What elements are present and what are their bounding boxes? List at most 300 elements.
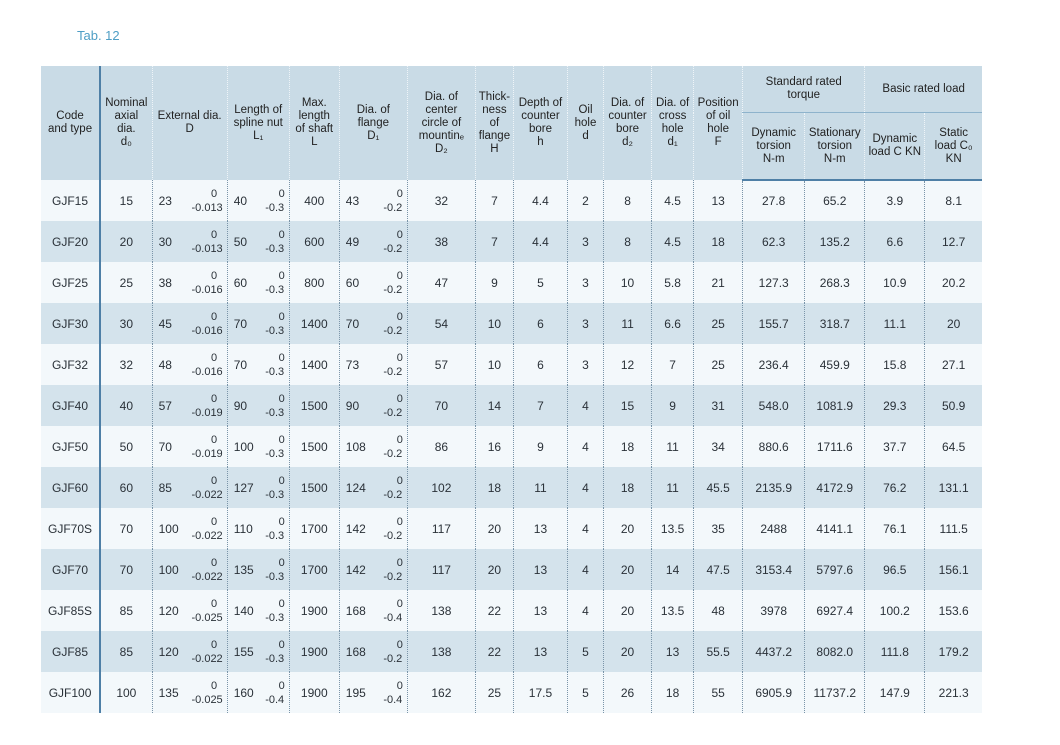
cell-max-length-shaft: 1900 [289, 590, 339, 631]
cell-nominal-axial-dia: 20 [100, 221, 152, 262]
cell-dia-center-circle: 86 [407, 426, 475, 467]
cell-code-type: GJF100 [41, 672, 100, 713]
header-standard-rated-torque: Standard rated torque [743, 66, 865, 113]
cell-dia-flange-upper-deviation: 0 [396, 556, 403, 569]
cell-length-spline-nut-upper-deviation: 0 [278, 597, 285, 610]
cell-static-load: 50.9 [925, 385, 982, 426]
cell-dia-flange-upper-deviation: 0 [396, 187, 403, 200]
cell-dynamic-load: 3.9 [865, 180, 925, 221]
cell-dia-counter-bore: 20 [604, 508, 652, 549]
cell-external-dia-upper-deviation: 0 [211, 433, 218, 446]
cell-dia-cross-hole: 4.5 [652, 180, 694, 221]
cell-dynamic-torsion: 880.6 [743, 426, 805, 467]
cell-dia-flange-nominal: 43 [345, 193, 360, 208]
cell-static-load: 153.6 [925, 590, 982, 631]
table-row [41, 631, 982, 672]
cell-code-type: GJF32 [41, 344, 100, 385]
cell-oil-hole: 5 [568, 631, 604, 672]
cell-depth-counter-bore: 13 [513, 508, 567, 549]
cell-thickness-flange: 7 [475, 180, 513, 221]
cell-stationary-torsion: 268.3 [805, 262, 865, 303]
cell-depth-counter-bore: 9 [513, 426, 567, 467]
cell-length-spline-nut-nominal: 70 [233, 357, 248, 372]
cell-depth-counter-bore: 17.5 [513, 672, 567, 713]
cell-code-type: GJF15 [41, 180, 100, 221]
cell-oil-hole: 4 [568, 508, 604, 549]
cell-oil-hole: 4 [568, 426, 604, 467]
cell-stationary-torsion: 6927.4 [805, 590, 865, 631]
cell-external-dia [152, 467, 227, 508]
header-basic-rated-load: Basic rated load [865, 66, 982, 113]
cell-dia-center-circle: 102 [407, 467, 475, 508]
cell-dia-flange-nominal: 142 [345, 562, 366, 577]
cell-dia-flange-upper-deviation: 0 [396, 597, 403, 610]
table-body [41, 180, 982, 713]
cell-dia-flange-lower-deviation: -0.2 [383, 406, 403, 419]
cell-external-dia-nominal: 85 [158, 480, 172, 495]
cell-external-dia [152, 221, 227, 262]
cell-length-spline-nut-nominal: 50 [233, 234, 248, 249]
cell-dia-cross-hole: 6.6 [652, 303, 694, 344]
header-external-dia: External dia. D [152, 66, 227, 180]
cell-stationary-torsion: 318.7 [805, 303, 865, 344]
cell-dynamic-load: 111.8 [865, 631, 925, 672]
cell-dia-flange [339, 303, 407, 344]
cell-dia-center-circle: 138 [407, 590, 475, 631]
cell-oil-hole: 4 [568, 385, 604, 426]
cell-external-dia [152, 549, 227, 590]
cell-length-spline-nut-lower-deviation: -0.3 [265, 652, 285, 665]
cell-thickness-flange: 16 [475, 426, 513, 467]
cell-position-oil-hole: 55.5 [694, 631, 743, 672]
cell-length-spline-nut [227, 426, 289, 467]
cell-dia-cross-hole: 9 [652, 385, 694, 426]
cell-length-spline-nut-lower-deviation: -0.3 [265, 570, 285, 583]
cell-dynamic-torsion: 4437.2 [743, 631, 805, 672]
cell-length-spline-nut-lower-deviation: -0.3 [265, 201, 285, 214]
cell-dynamic-load: 96.5 [865, 549, 925, 590]
header-stationary-torsion: Stationary torsion N-m [805, 113, 865, 181]
cell-dia-flange-lower-deviation: -0.2 [383, 365, 403, 378]
cell-dia-cross-hole: 5.8 [652, 262, 694, 303]
cell-dia-counter-bore: 26 [604, 672, 652, 713]
cell-stationary-torsion: 1081.9 [805, 385, 865, 426]
cell-external-dia-lower-deviation: -0.025 [191, 611, 223, 624]
cell-dia-flange-upper-deviation: 0 [396, 474, 403, 487]
cell-length-spline-nut-upper-deviation: 0 [278, 310, 285, 323]
cell-static-load: 221.3 [925, 672, 982, 713]
cell-length-spline-nut-nominal: 155 [233, 644, 254, 659]
cell-external-dia-upper-deviation: 0 [211, 556, 218, 569]
cell-length-spline-nut-upper-deviation: 0 [278, 556, 285, 569]
cell-length-spline-nut-lower-deviation: -0.3 [265, 283, 285, 296]
cell-external-dia-upper-deviation: 0 [211, 515, 218, 528]
cell-dia-flange [339, 672, 407, 713]
table-row [41, 344, 982, 385]
cell-length-spline-nut-nominal: 160 [233, 685, 254, 700]
cell-oil-hole: 3 [568, 262, 604, 303]
cell-length-spline-nut [227, 180, 289, 221]
cell-external-dia-lower-deviation: -0.013 [191, 242, 223, 255]
cell-code-type: GJF40 [41, 385, 100, 426]
header-thickness-flange: Thick- ness of flange H [475, 66, 513, 180]
cell-dia-flange-nominal: 60 [345, 275, 360, 290]
cell-dia-flange-lower-deviation: -0.4 [383, 693, 403, 706]
cell-dia-cross-hole: 18 [652, 672, 694, 713]
cell-stationary-torsion: 4141.1 [805, 508, 865, 549]
cell-position-oil-hole: 25 [694, 303, 743, 344]
cell-length-spline-nut [227, 262, 289, 303]
cell-length-spline-nut-upper-deviation: 0 [278, 392, 285, 405]
cell-stationary-torsion: 8082.0 [805, 631, 865, 672]
cell-code-type: GJF85 [41, 631, 100, 672]
cell-dia-cross-hole: 7 [652, 344, 694, 385]
cell-static-load: 179.2 [925, 631, 982, 672]
cell-dynamic-load: 11.1 [865, 303, 925, 344]
cell-dia-flange-lower-deviation: -0.2 [383, 570, 403, 583]
cell-dia-flange [339, 426, 407, 467]
cell-dia-counter-bore: 8 [604, 221, 652, 262]
cell-max-length-shaft: 800 [289, 262, 339, 303]
cell-external-dia-lower-deviation: -0.022 [191, 652, 223, 665]
cell-dia-flange-nominal: 108 [345, 439, 366, 454]
cell-thickness-flange: 10 [475, 344, 513, 385]
cell-external-dia-lower-deviation: -0.019 [191, 447, 223, 460]
cell-dia-flange-upper-deviation: 0 [396, 679, 403, 692]
cell-dynamic-torsion: 62.3 [743, 221, 805, 262]
cell-length-spline-nut-lower-deviation: -0.3 [265, 611, 285, 624]
cell-thickness-flange: 9 [475, 262, 513, 303]
cell-length-spline-nut-upper-deviation: 0 [278, 515, 285, 528]
cell-dia-flange-upper-deviation: 0 [396, 392, 403, 405]
cell-dynamic-torsion: 548.0 [743, 385, 805, 426]
cell-position-oil-hole: 13 [694, 180, 743, 221]
cell-code-type: GJF85S [41, 590, 100, 631]
cell-static-load: 156.1 [925, 549, 982, 590]
cell-dynamic-torsion: 3978 [743, 590, 805, 631]
cell-length-spline-nut [227, 549, 289, 590]
cell-external-dia-nominal: 120 [158, 603, 179, 618]
cell-length-spline-nut [227, 344, 289, 385]
cell-dynamic-torsion: 6905.9 [743, 672, 805, 713]
table-row [41, 549, 982, 590]
cell-external-dia-nominal: 100 [158, 562, 179, 577]
cell-dia-cross-hole: 11 [652, 426, 694, 467]
cell-length-spline-nut [227, 590, 289, 631]
cell-dia-flange-lower-deviation: -0.2 [383, 201, 403, 214]
cell-max-length-shaft: 400 [289, 180, 339, 221]
header-dia-cross-hole: Dia. of cross hole d₁ [652, 66, 694, 180]
cell-dia-center-circle: 138 [407, 631, 475, 672]
cell-nominal-axial-dia: 40 [100, 385, 152, 426]
cell-nominal-axial-dia: 50 [100, 426, 152, 467]
cell-stationary-torsion: 65.2 [805, 180, 865, 221]
cell-external-dia-upper-deviation: 0 [211, 269, 218, 282]
cell-dia-flange-lower-deviation: -0.2 [383, 447, 403, 460]
cell-dia-center-circle: 57 [407, 344, 475, 385]
cell-position-oil-hole: 21 [694, 262, 743, 303]
cell-external-dia-lower-deviation: -0.016 [191, 324, 223, 337]
cell-code-type: GJF70S [41, 508, 100, 549]
cell-position-oil-hole: 18 [694, 221, 743, 262]
cell-length-spline-nut-nominal: 110 [233, 521, 253, 536]
cell-dynamic-load: 76.2 [865, 467, 925, 508]
cell-dia-flange-nominal: 90 [345, 398, 360, 413]
header-dynamic-load: Dynamic load C KN [865, 113, 925, 181]
cell-length-spline-nut-upper-deviation: 0 [278, 269, 285, 282]
cell-external-dia-nominal: 135 [158, 685, 179, 700]
cell-length-spline-nut [227, 303, 289, 344]
cell-length-spline-nut-nominal: 90 [233, 398, 248, 413]
cell-depth-counter-bore: 4.4 [513, 221, 567, 262]
cell-length-spline-nut [227, 672, 289, 713]
cell-oil-hole: 4 [568, 549, 604, 590]
cell-length-spline-nut-lower-deviation: -0.3 [265, 406, 285, 419]
cell-dia-flange-nominal: 168 [345, 644, 366, 659]
cell-external-dia-upper-deviation: 0 [211, 679, 218, 692]
cell-external-dia-upper-deviation: 0 [211, 597, 218, 610]
cell-dia-center-circle: 38 [407, 221, 475, 262]
table-row [41, 508, 982, 549]
cell-stationary-torsion: 4172.9 [805, 467, 865, 508]
cell-nominal-axial-dia: 85 [100, 631, 152, 672]
cell-dia-flange-upper-deviation: 0 [396, 433, 403, 446]
cell-dia-flange-lower-deviation: -0.2 [383, 242, 403, 255]
header-code-type: Code and type [41, 66, 100, 180]
cell-dia-flange-upper-deviation: 0 [396, 351, 403, 364]
cell-static-load: 27.1 [925, 344, 982, 385]
cell-dia-counter-bore: 12 [604, 344, 652, 385]
cell-length-spline-nut-nominal: 127 [233, 480, 254, 495]
cell-nominal-axial-dia: 70 [100, 549, 152, 590]
cell-dia-center-circle: 70 [407, 385, 475, 426]
cell-dia-cross-hole: 14 [652, 549, 694, 590]
cell-length-spline-nut-upper-deviation: 0 [278, 433, 285, 446]
cell-dynamic-torsion: 27.8 [743, 180, 805, 221]
cell-dia-counter-bore: 10 [604, 262, 652, 303]
cell-dynamic-load: 147.9 [865, 672, 925, 713]
table-row [41, 426, 982, 467]
cell-oil-hole: 2 [568, 180, 604, 221]
cell-dynamic-torsion: 2488 [743, 508, 805, 549]
table-caption: Tab. 12 [77, 28, 120, 43]
table-row [41, 262, 982, 303]
cell-dia-cross-hole: 13.5 [652, 508, 694, 549]
cell-depth-counter-bore: 6 [513, 303, 567, 344]
cell-oil-hole: 3 [568, 344, 604, 385]
cell-max-length-shaft: 1400 [289, 303, 339, 344]
cell-length-spline-nut [227, 467, 289, 508]
cell-thickness-flange: 14 [475, 385, 513, 426]
cell-max-length-shaft: 600 [289, 221, 339, 262]
header-dynamic-torsion: Dynamic torsion N-m [743, 113, 805, 181]
cell-length-spline-nut-nominal: 135 [233, 562, 254, 577]
cell-static-load: 20.2 [925, 262, 982, 303]
cell-length-spline-nut-upper-deviation: 0 [278, 679, 285, 692]
cell-dia-flange-nominal: 168 [345, 603, 366, 618]
cell-dynamic-torsion: 127.3 [743, 262, 805, 303]
cell-length-spline-nut-nominal: 70 [233, 316, 248, 331]
cell-length-spline-nut-lower-deviation: -0.3 [265, 365, 285, 378]
cell-dia-flange-nominal: 49 [345, 234, 360, 249]
cell-nominal-axial-dia: 25 [100, 262, 152, 303]
cell-dia-flange [339, 385, 407, 426]
cell-dia-counter-bore: 18 [604, 426, 652, 467]
cell-dia-center-circle: 32 [407, 180, 475, 221]
cell-depth-counter-bore: 4.4 [513, 180, 567, 221]
cell-dia-flange-nominal: 73 [345, 357, 360, 372]
header-oil-hole: Oil hole d [568, 66, 604, 180]
cell-dia-center-circle: 117 [407, 508, 475, 549]
cell-external-dia-nominal: 30 [158, 234, 172, 249]
cell-dia-flange-lower-deviation: -0.2 [383, 283, 403, 296]
cell-max-length-shaft: 1500 [289, 385, 339, 426]
cell-external-dia-upper-deviation: 0 [211, 187, 218, 200]
cell-external-dia-upper-deviation: 0 [211, 310, 218, 323]
cell-nominal-axial-dia: 70 [100, 508, 152, 549]
cell-dia-flange [339, 631, 407, 672]
cell-thickness-flange: 20 [475, 549, 513, 590]
cell-external-dia-nominal: 70 [158, 439, 172, 454]
cell-external-dia [152, 426, 227, 467]
cell-dynamic-load: 37.7 [865, 426, 925, 467]
cell-length-spline-nut-lower-deviation: -0.3 [265, 447, 285, 460]
cell-thickness-flange: 22 [475, 590, 513, 631]
cell-external-dia [152, 344, 227, 385]
cell-dia-flange-lower-deviation: -0.2 [383, 652, 403, 665]
header-max-length-shaft: Max. length of shaft L [289, 66, 339, 180]
cell-code-type: GJF25 [41, 262, 100, 303]
cell-stationary-torsion: 11737.2 [805, 672, 865, 713]
cell-dynamic-torsion: 2135.9 [743, 467, 805, 508]
cell-max-length-shaft: 1900 [289, 672, 339, 713]
cell-code-type: GJF50 [41, 426, 100, 467]
cell-dia-flange [339, 344, 407, 385]
cell-depth-counter-bore: 5 [513, 262, 567, 303]
cell-position-oil-hole: 31 [694, 385, 743, 426]
cell-dia-flange-upper-deviation: 0 [396, 310, 403, 323]
cell-external-dia [152, 262, 227, 303]
cell-external-dia-nominal: 120 [158, 644, 179, 659]
cell-dia-flange [339, 221, 407, 262]
cell-dynamic-load: 10.9 [865, 262, 925, 303]
cell-thickness-flange: 18 [475, 467, 513, 508]
cell-static-load: 131.1 [925, 467, 982, 508]
cell-oil-hole: 3 [568, 303, 604, 344]
cell-depth-counter-bore: 13 [513, 549, 567, 590]
cell-dia-flange-lower-deviation: -0.4 [383, 611, 403, 624]
cell-dia-center-circle: 162 [407, 672, 475, 713]
cell-dia-flange [339, 508, 407, 549]
cell-depth-counter-bore: 6 [513, 344, 567, 385]
cell-code-type: GJF60 [41, 467, 100, 508]
cell-dia-counter-bore: 20 [604, 549, 652, 590]
header-depth-counter-bore: Depth of counter bore h [513, 66, 567, 180]
cell-dia-flange [339, 262, 407, 303]
cell-dia-flange-nominal: 142 [345, 521, 366, 536]
cell-length-spline-nut-upper-deviation: 0 [278, 351, 285, 364]
cell-static-load: 111.5 [925, 508, 982, 549]
cell-length-spline-nut-nominal: 40 [233, 193, 248, 208]
table-row [41, 672, 982, 713]
cell-dia-counter-bore: 18 [604, 467, 652, 508]
cell-length-spline-nut [227, 385, 289, 426]
cell-thickness-flange: 7 [475, 221, 513, 262]
cell-external-dia-nominal: 45 [158, 316, 172, 331]
cell-length-spline-nut-lower-deviation: -0.3 [265, 488, 285, 501]
cell-dia-flange-nominal: 195 [345, 685, 366, 700]
cell-code-type: GJF70 [41, 549, 100, 590]
cell-dynamic-load: 6.6 [865, 221, 925, 262]
cell-length-spline-nut [227, 221, 289, 262]
cell-position-oil-hole: 34 [694, 426, 743, 467]
cell-dynamic-torsion: 155.7 [743, 303, 805, 344]
cell-dia-center-circle: 47 [407, 262, 475, 303]
header-nominal-axial-dia: Nominal axial dia. d₀ [100, 66, 152, 180]
cell-length-spline-nut-lower-deviation: -0.3 [265, 324, 285, 337]
cell-max-length-shaft: 1700 [289, 549, 339, 590]
header-position-oil-hole: Position of oil hole F [694, 66, 743, 180]
cell-external-dia-lower-deviation: -0.019 [191, 406, 223, 419]
cell-length-spline-nut-upper-deviation: 0 [278, 187, 285, 200]
table-row [41, 303, 982, 344]
cell-external-dia-nominal: 57 [158, 398, 172, 413]
cell-thickness-flange: 25 [475, 672, 513, 713]
cell-external-dia-lower-deviation: -0.022 [191, 488, 223, 501]
cell-depth-counter-bore: 7 [513, 385, 567, 426]
cell-nominal-axial-dia: 15 [100, 180, 152, 221]
cell-max-length-shaft: 1500 [289, 426, 339, 467]
cell-nominal-axial-dia: 60 [100, 467, 152, 508]
cell-dia-flange-upper-deviation: 0 [396, 515, 403, 528]
cell-code-type: GJF20 [41, 221, 100, 262]
cell-length-spline-nut-lower-deviation: -0.3 [265, 242, 285, 255]
cell-length-spline-nut [227, 508, 289, 549]
cell-dia-flange-lower-deviation: -0.2 [383, 529, 403, 542]
cell-length-spline-nut-nominal: 140 [233, 603, 254, 618]
cell-external-dia-lower-deviation: -0.025 [191, 693, 223, 706]
cell-dia-cross-hole: 13 [652, 631, 694, 672]
cell-external-dia [152, 590, 227, 631]
cell-length-spline-nut-nominal: 100 [233, 439, 254, 454]
cell-external-dia-lower-deviation: -0.013 [191, 201, 223, 214]
cell-length-spline-nut-nominal: 60 [233, 275, 248, 290]
cell-dynamic-load: 76.1 [865, 508, 925, 549]
table-row [41, 385, 982, 426]
cell-external-dia [152, 385, 227, 426]
cell-static-load: 8.1 [925, 180, 982, 221]
cell-dia-flange-upper-deviation: 0 [396, 638, 403, 651]
header-dia-counter-bore: Dia. of counter bore d₂ [604, 66, 652, 180]
cell-dynamic-load: 100.2 [865, 590, 925, 631]
cell-max-length-shaft: 1500 [289, 467, 339, 508]
cell-static-load: 20 [925, 303, 982, 344]
cell-length-spline-nut-upper-deviation: 0 [278, 638, 285, 651]
cell-dia-flange [339, 590, 407, 631]
cell-oil-hole: 4 [568, 467, 604, 508]
cell-external-dia-lower-deviation: -0.016 [191, 365, 223, 378]
cell-external-dia [152, 508, 227, 549]
cell-nominal-axial-dia: 30 [100, 303, 152, 344]
cell-dynamic-load: 15.8 [865, 344, 925, 385]
cell-external-dia-upper-deviation: 0 [211, 474, 218, 487]
cell-oil-hole: 5 [568, 672, 604, 713]
cell-external-dia-lower-deviation: -0.022 [191, 529, 223, 542]
table-row [41, 590, 982, 631]
cell-dia-flange-lower-deviation: -0.2 [383, 488, 403, 501]
cell-oil-hole: 3 [568, 221, 604, 262]
cell-dia-flange-upper-deviation: 0 [396, 228, 403, 241]
